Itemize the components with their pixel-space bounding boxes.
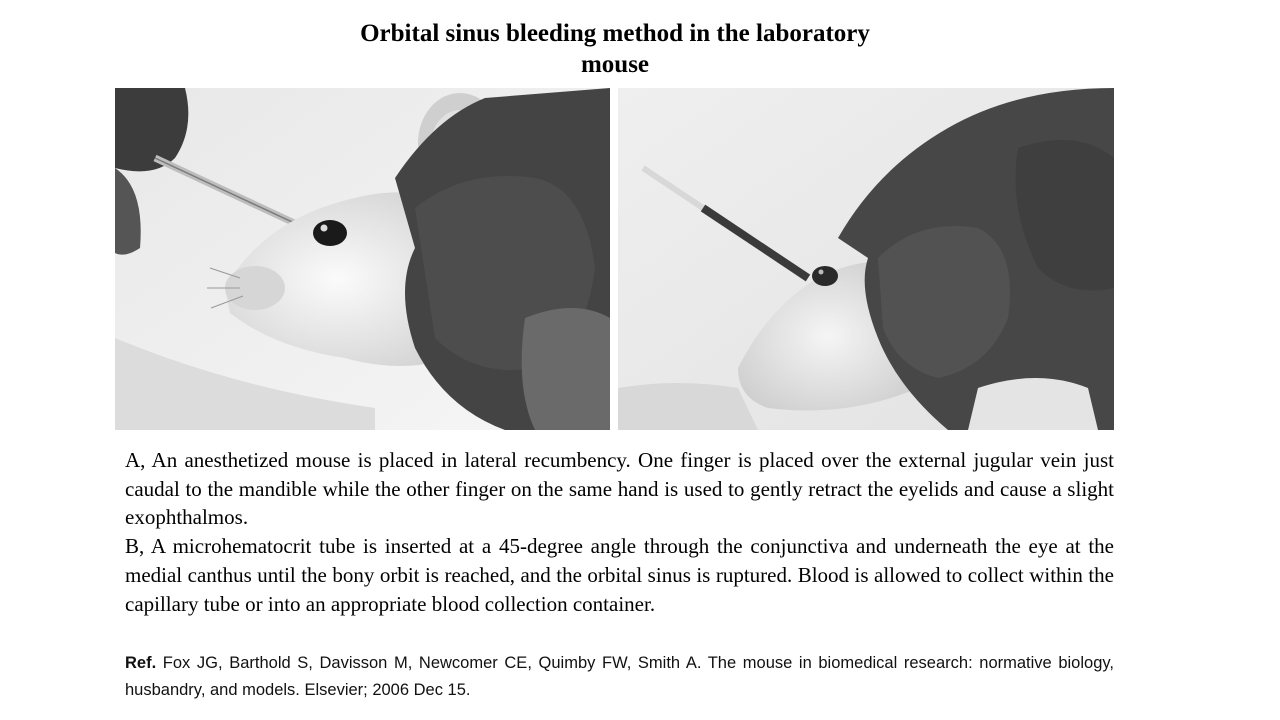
caption-panel-b: B, A microhematocrit tube is inserted at a 45-degree angle through the conjunctiva and underneath the eye at the medial canthus until the bony orbit is reached, and the orbital sinus is ruptured. Blood is allowed to collect within the capillary tube or into an appropriate blood collection container. xyxy=(125,534,1114,616)
figure-caption xyxy=(125,446,1114,618)
caption-panel-a: A, An anesthetized mouse is placed in lateral recumbency. One finger is placed over the external jugular vein just caudal to the mandible while the other finger on the same hand is used to gently retract the eyelids and cause a slight exophthalmos. xyxy=(125,448,1114,530)
photo-panel-b xyxy=(618,88,1114,430)
reference-text: Fox JG, Barthold S, Davisson M, Newcomer CE, Quimby FW, Smith A. The mouse in biomedical research: normative biology, husbandry, and models. Elsevier; 2006 Dec 15. xyxy=(125,654,1114,699)
mouse-eyelid-retraction-photo xyxy=(115,88,610,430)
reference-citation xyxy=(125,650,1114,704)
photo-panel-a xyxy=(115,88,610,430)
mouse-eye xyxy=(313,220,347,246)
photo-divider xyxy=(610,88,618,430)
slide-title-line-2: mouse xyxy=(580,51,650,78)
mouse-capillary-tube-photo xyxy=(618,88,1114,430)
mouse-eye xyxy=(812,266,838,286)
reference-label: Ref. xyxy=(125,654,157,672)
slide-title xyxy=(330,18,900,80)
slide-title-line-1: Orbital sinus bleeding method in the laboratory xyxy=(360,20,870,47)
